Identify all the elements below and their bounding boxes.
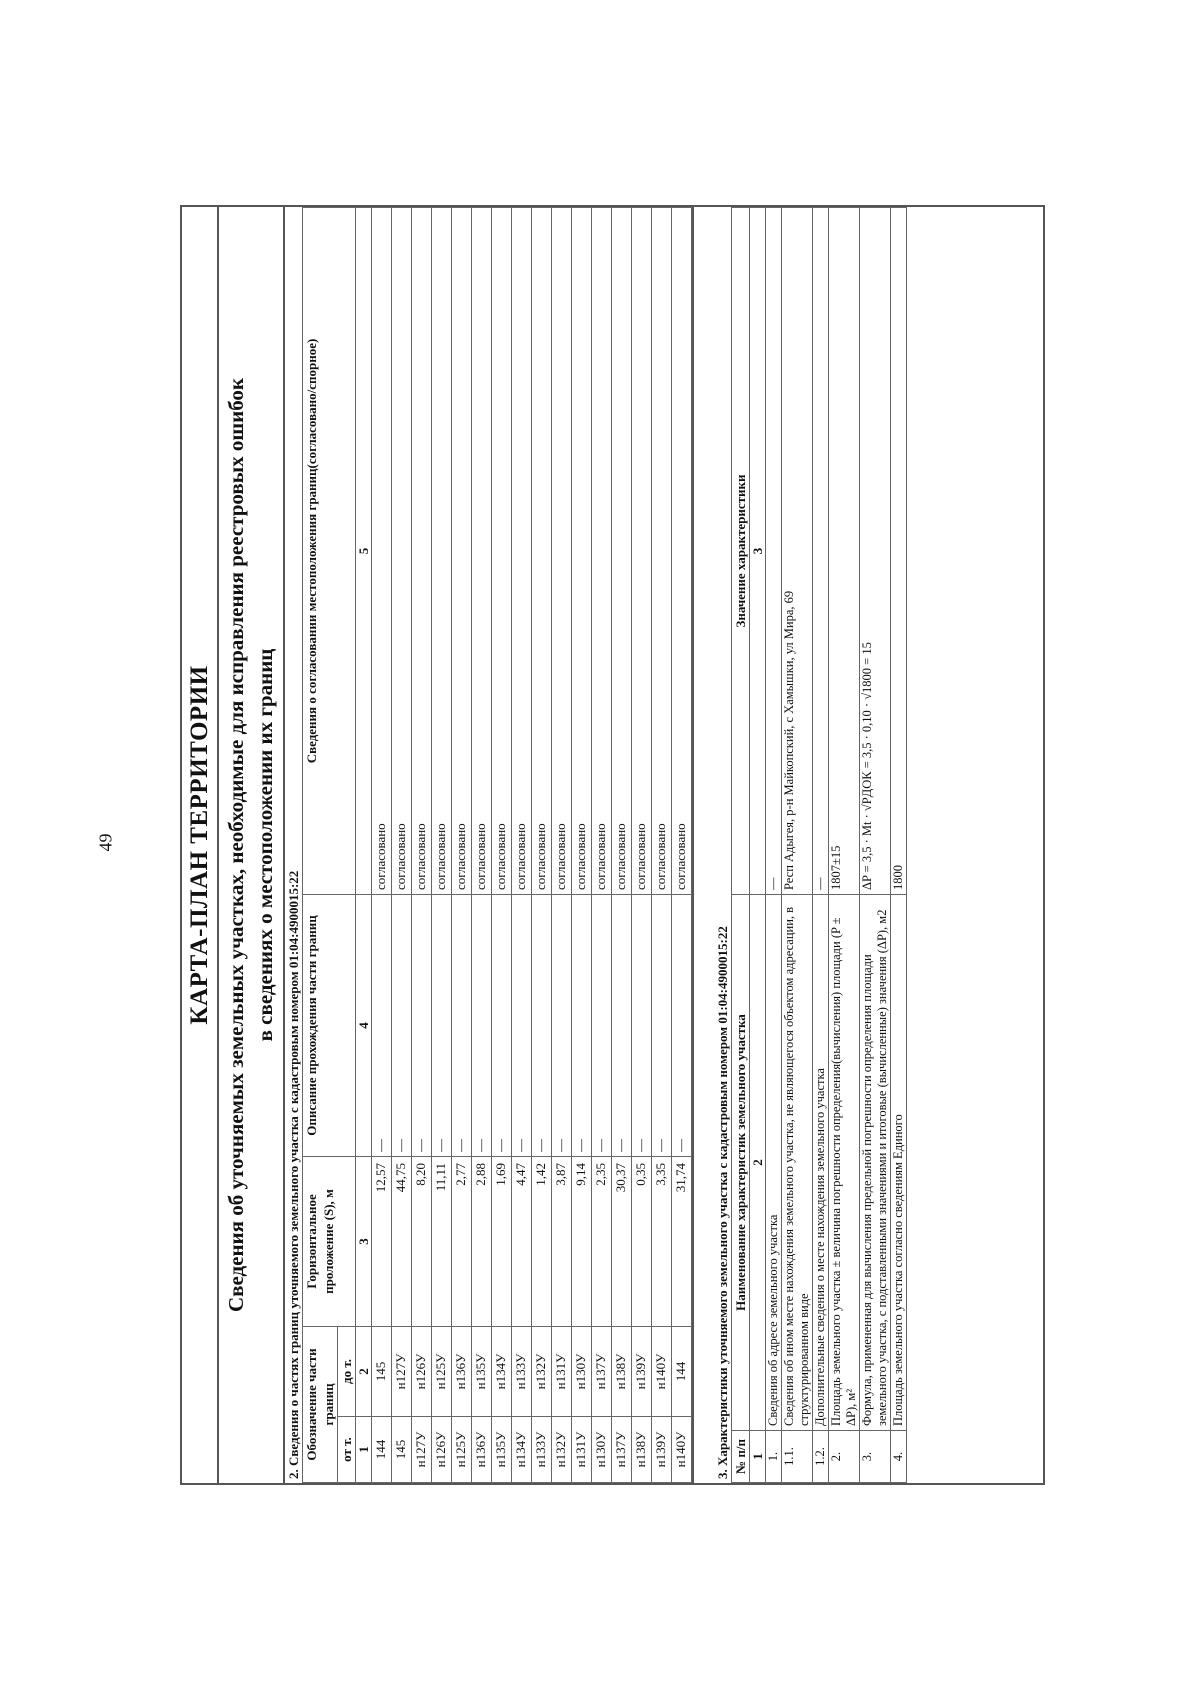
cell-num: 4. [891,1431,907,1483]
cell-description: — [652,894,672,1156]
table-row [372,208,392,1483]
cell-agreement: согласовано [572,208,592,895]
cell-num: 1.2. [813,1431,829,1483]
table-row [392,208,412,1483]
section2-caption: 2. Сведения о частях границ уточняемого земельного участка с кадастровым номером 01:04:4900015:22 [286,870,301,1479]
cell-length: 4,47 [512,1156,532,1326]
table-row [891,208,907,1483]
column-number: 5 [356,208,372,895]
cell-value: Респ Адыгея, р-н Майкопский, с Хамышки, ул Мира, 69 [782,208,813,895]
cell-from: н125У [452,1417,472,1483]
cell-agreement: согласовано [472,208,492,895]
cell-length: 8,20 [412,1156,432,1326]
cell-description: — [532,894,552,1156]
table-row [782,208,813,1483]
table-row [766,208,782,1483]
cell-to: 144 [672,1326,692,1416]
cell-to: н134У [492,1326,512,1416]
cell-length: 3,87 [552,1156,572,1326]
cell-length: 31,74 [672,1156,692,1326]
column-number: 1 [750,1431,766,1483]
header-name: Наименование характеристик земельного участка [732,895,750,1431]
cell-name: Сведения об адресе земельного участка [766,895,782,1431]
cell-agreement: согласовано [412,208,432,895]
title-block [182,207,285,1483]
cell-description: — [412,894,432,1156]
subtitle-line-1: Сведения об уточняемых земельных участках, необходимые для исправления реестровых ошибок [224,377,248,1313]
table-row [512,208,532,1483]
section-separator [692,207,714,1483]
table-row [612,208,632,1483]
cell-name: Площадь земельного участка ± величина погрешности определения(вычисления) площади (P ± ΔP), м² [829,895,860,1431]
header-to: до т. [338,1326,356,1416]
cell-to: н136У [452,1326,472,1416]
cell-length: 12,57 [372,1156,392,1326]
cell-agreement: согласовано [372,208,392,895]
cell-agreement: согласовано [492,208,512,895]
cell-length: 9,14 [572,1156,592,1326]
column-number: 3 [750,208,766,895]
table-row [432,208,452,1483]
cell-value: — [813,208,829,895]
cell-agreement: согласовано [672,208,692,895]
cell-description: — [592,894,612,1156]
cell-value: — [766,208,782,895]
table-row [492,208,512,1483]
cell-to: н125У [432,1326,452,1416]
cell-description: — [612,894,632,1156]
cell-from: н140У [672,1417,692,1483]
cell-from: н135У [492,1417,512,1483]
cell-length: 30,37 [612,1156,632,1326]
cell-num: 1.1. [782,1431,813,1483]
header-length: Горизонтальное проложение (S), м [303,1156,356,1326]
cell-to: н138У [612,1326,632,1416]
cell-to: н137У [592,1326,612,1416]
cell-description: — [472,894,492,1156]
header-designation: Обозначение части границ [303,1326,338,1482]
cell-length: 2,88 [472,1156,492,1326]
cell-agreement: согласовано [532,208,552,895]
column-number: 2 [750,895,766,1431]
cell-agreement: согласовано [592,208,612,895]
boundary-parts-table [302,207,692,1483]
column-number: 1 [356,1417,372,1483]
table-row [472,208,492,1483]
cell-value: 1807±15 [829,208,860,895]
cell-num: 3. [860,1431,891,1483]
column-number: 2 [356,1326,372,1416]
header-value: Значение характеристики [732,208,750,895]
section3-caption: 3. Характеристики уточняемого земельного участка с кадастровым номером 01:04:4900015:22 [715,926,730,1479]
cell-length: 0,35 [632,1156,652,1326]
cell-to: н131У [552,1326,572,1416]
cell-from: н127У [412,1417,432,1483]
header-from: от т. [338,1417,356,1483]
cell-from: н136У [472,1417,492,1483]
cell-to: н133У [512,1326,532,1416]
table-row [652,208,672,1483]
cell-name: Сведения об ином месте нахождения земельного участка, не являющегося объектом адресации, в структурированном виде [782,895,813,1431]
cell-from: н132У [552,1417,572,1483]
cell-description: — [392,894,412,1156]
table-row [452,208,472,1483]
table-row [632,208,652,1483]
cell-description: — [452,894,472,1156]
cell-to: н140У [652,1326,672,1416]
cell-length: 3,35 [652,1156,672,1326]
page-title: КАРТА-ПЛАН ТЕРРИТОРИИ [182,207,219,1483]
cell-length: 2,35 [592,1156,612,1326]
cell-to: н135У [472,1326,492,1416]
table-row [829,208,860,1483]
map-plan-sheet [180,205,1045,1485]
cell-name: Площадь земельного участка согласно сведениям Единого [891,895,907,1431]
table-row [860,208,891,1483]
cell-to: 145 [372,1326,392,1416]
subtitle-line-2: в сведениях о местоположении их границ [253,648,277,1042]
column-number: 3 [356,1156,372,1326]
cell-from: н134У [512,1417,532,1483]
table-row [813,208,829,1483]
cell-description: — [632,894,652,1156]
cell-to: н139У [632,1326,652,1416]
cell-value: ΔP = 3,5 · Mt · √PДОК = 3,5 · 0,10 · √1800 = 15 [860,208,891,895]
cell-description: — [372,894,392,1156]
cell-to: н132У [532,1326,552,1416]
cell-from: н133У [532,1417,552,1483]
header-description: Описание прохождения части границ [303,894,356,1156]
cell-description: — [552,894,572,1156]
table-row [412,208,432,1483]
cell-length: 44,75 [392,1156,412,1326]
cell-agreement: согласовано [452,208,472,895]
cell-agreement: согласовано [512,208,532,895]
cell-num: 1. [766,1431,782,1483]
cell-agreement: согласовано [392,208,412,895]
cell-to: н130У [572,1326,592,1416]
cell-from: н130У [592,1417,612,1483]
cell-from: н139У [652,1417,672,1483]
cell-agreement: согласовано [652,208,672,895]
table-row [672,208,692,1483]
cell-from: н131У [572,1417,592,1483]
header-num: № п/п [732,1431,750,1483]
cell-description: — [432,894,452,1156]
table-row [572,208,592,1483]
cell-description: — [672,894,692,1156]
cell-description: — [512,894,532,1156]
cell-from: н138У [632,1417,652,1483]
cell-from: н126У [432,1417,452,1483]
table-row [532,208,552,1483]
cell-from: 144 [372,1417,392,1483]
cell-num: 2. [829,1431,860,1483]
cell-description: — [572,894,592,1156]
cell-agreement: согласовано [552,208,572,895]
cell-length: 1,42 [532,1156,552,1326]
cell-to: н127У [392,1326,412,1416]
cell-length: 11,11 [432,1156,452,1326]
characteristics-table [731,207,907,1483]
table-row [552,208,572,1483]
header-agreement: Сведения о согласовании местоположения границ(согласовано/спорное) [303,208,356,895]
cell-name: Формула, примененная для вычисления предельной погрешности определения площади земельного участка, с подставленными значениями и итоговые (вычисленные) значения (ΔP), м2 [860,895,891,1431]
cell-agreement: согласовано [632,208,652,895]
cell-from: 145 [392,1417,412,1483]
cell-name: Дополнительные сведения о месте нахождения земельного участка [813,895,829,1431]
cell-description: — [492,894,512,1156]
cell-agreement: согласовано [432,208,452,895]
table-row [592,208,612,1483]
page-number: 49 [95,833,116,852]
cell-from: н137У [612,1417,632,1483]
cell-agreement: согласовано [612,208,632,895]
cell-value: 1800 [891,208,907,895]
cell-length: 2,77 [452,1156,472,1326]
cell-to: н126У [412,1326,432,1416]
column-number: 4 [356,894,372,1156]
cell-length: 1,69 [492,1156,512,1326]
